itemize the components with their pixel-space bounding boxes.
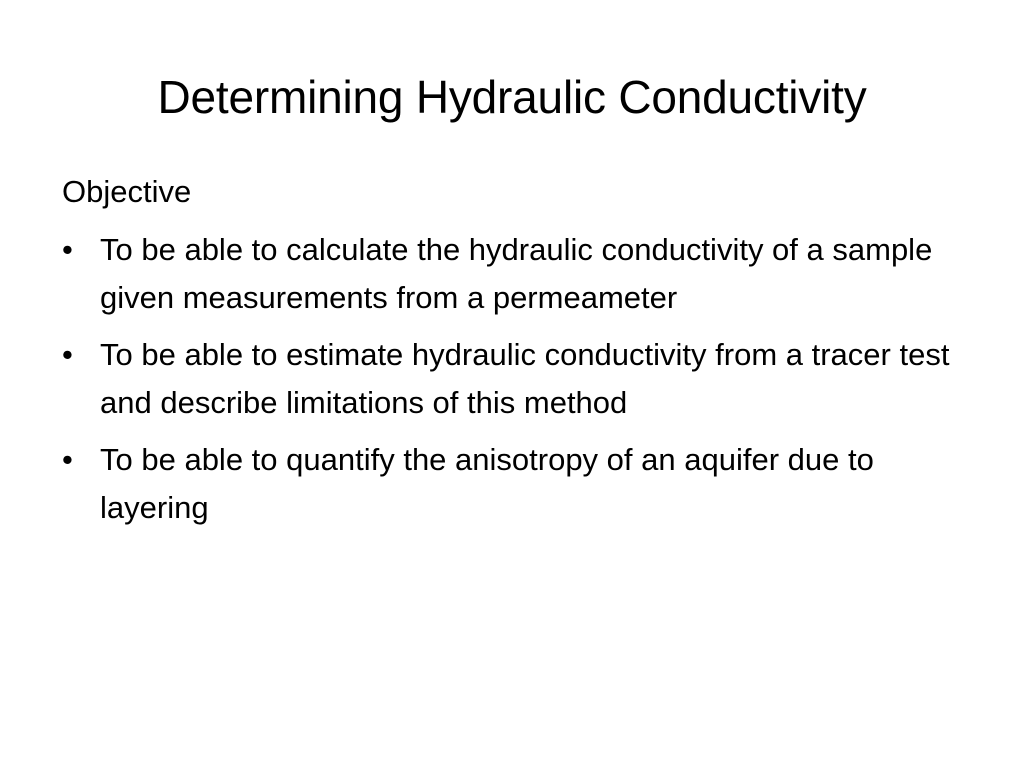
objective-bullet-list — [62, 226, 982, 532]
bullet-text: To be able to quantify the anisotropy of an aquifer due to layering — [100, 442, 874, 525]
bullet-icon: • — [62, 232, 73, 267]
slide-title: Determining Hydraulic Conductivity — [157, 71, 867, 123]
bullet-icon: • — [62, 337, 73, 372]
bullet-item — [62, 226, 982, 322]
bullet-text: To be able to calculate the hydraulic conductivity of a sample given measurements from a permeameter — [100, 232, 933, 315]
bullet-item — [62, 331, 982, 427]
slide-body — [62, 168, 982, 541]
bullet-icon: • — [62, 442, 73, 477]
bullet-item — [62, 436, 982, 532]
bullet-text: To be able to estimate hydraulic conductivity from a tracer test and describe limitations of this method — [100, 337, 950, 420]
section-label-objective: Objective — [62, 174, 192, 209]
